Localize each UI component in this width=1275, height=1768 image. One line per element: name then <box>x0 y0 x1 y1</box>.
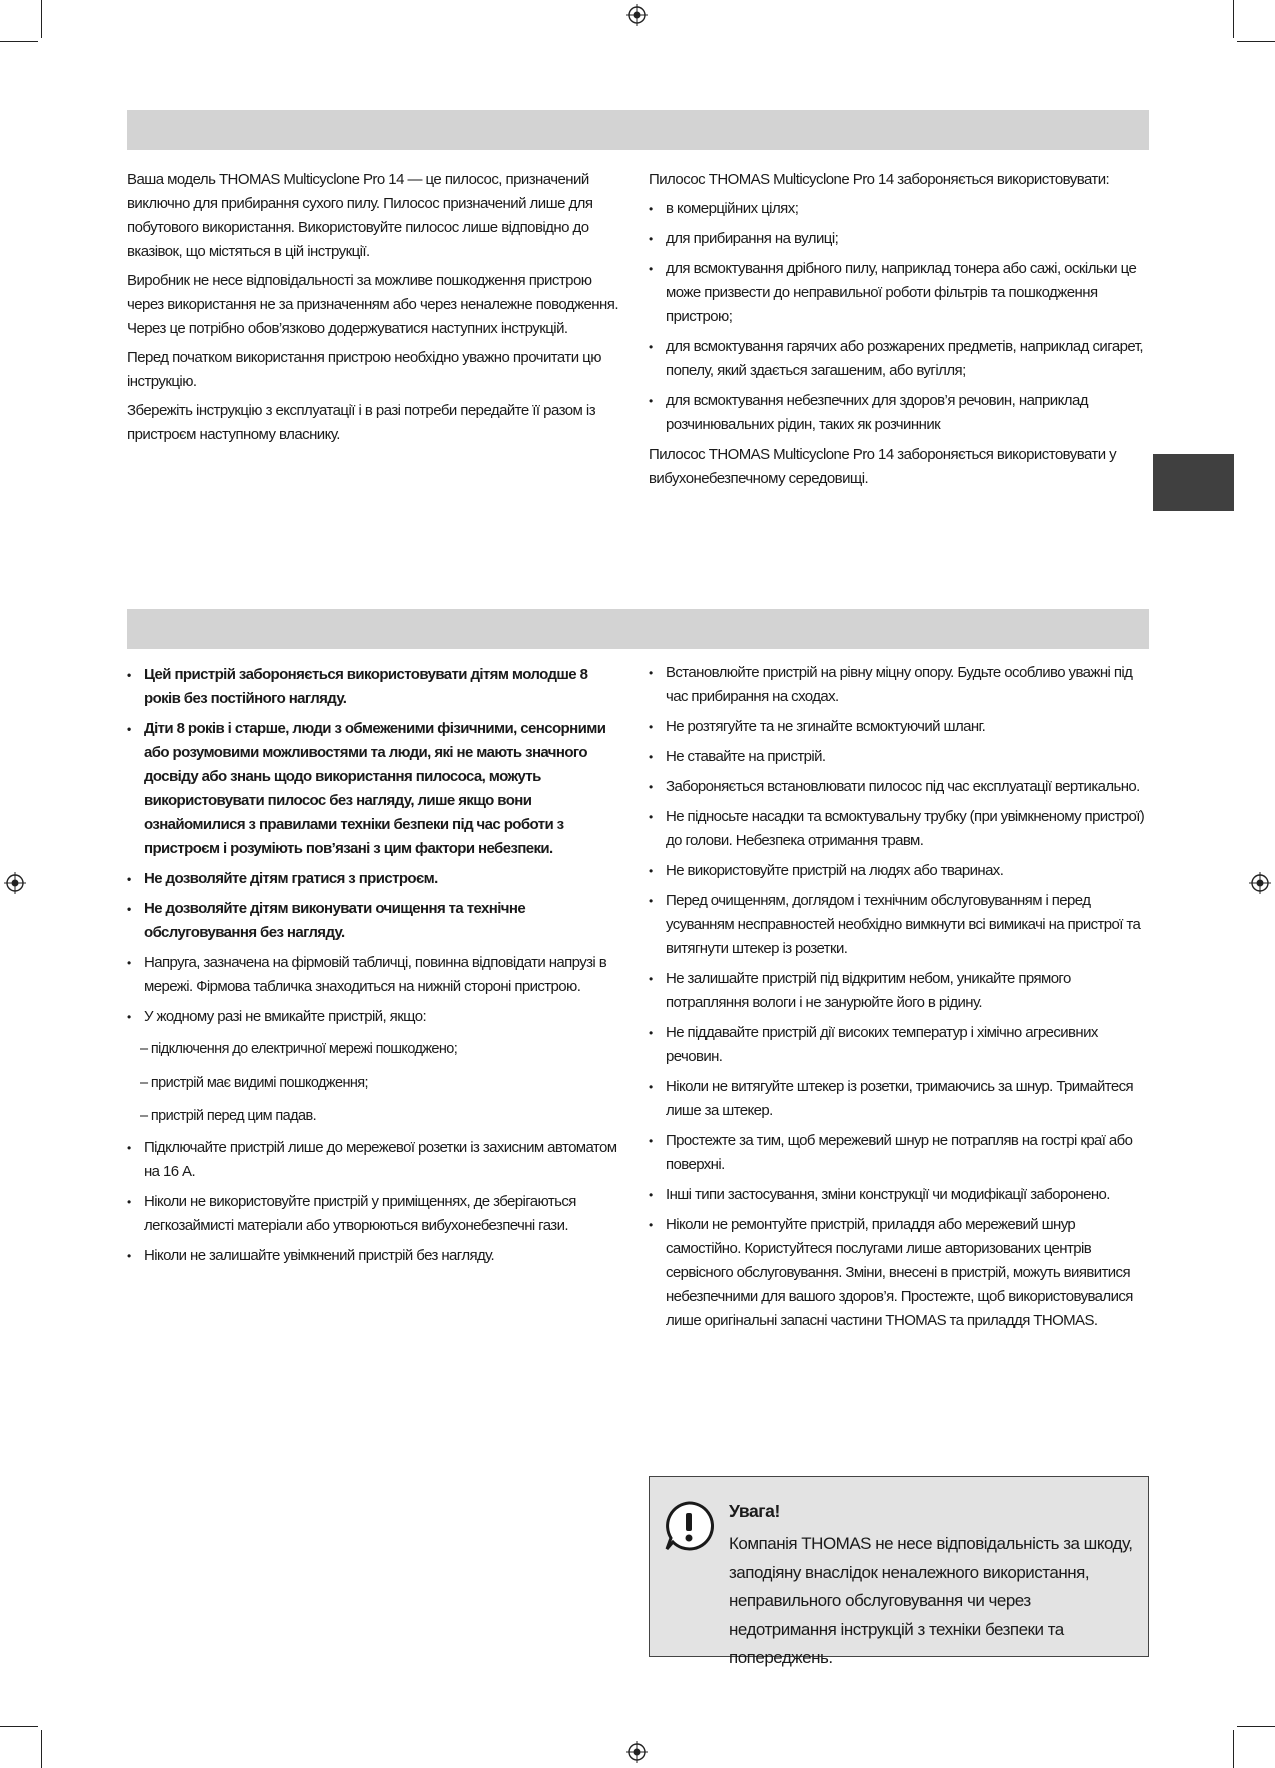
list-item: • для прибирання на вулиці; <box>649 227 1149 251</box>
intended-use-right-column <box>649 168 1149 496</box>
dash-item: – пристрій перед цим падав. <box>140 1108 317 1124</box>
prohibited-list <box>649 197 1149 437</box>
dash-item: – підключення до електричної мережі пошкоджено; <box>140 1041 458 1057</box>
paragraph: Перед початком використання пристрою необхідно уважно прочитати цю інструкцію. <box>127 349 601 390</box>
list-item: • для всмоктування дрібного пилу, наприклад тонера або сажі, оскільки це може призвести до неправильної роботи фільтрів та пошкодження пристрою; <box>649 257 1149 329</box>
list-item: • Напруга, зазначена на фірмовій табличці, повинна відповідати напрузі в мережі. Фірмова табличка знаходиться на нижній стороні пристрою. <box>127 951 627 999</box>
registration-mark-icon <box>626 1741 648 1763</box>
list-item: • Інші типи застосування, зміни конструкції чи модифікації заборонено. <box>649 1183 1149 1207</box>
list-item: • Встановлюйте пристрій на рівну міцну опору. Будьте особливо уважні під час прибирання на сходах. <box>649 661 1149 709</box>
list-item: • Підключайте пристрій лише до мережевої розетки із захисним автоматом на 16 А. <box>127 1136 627 1184</box>
list-item: • Не розтягуйте та не згинайте всмоктуючий шланг. <box>649 715 1149 739</box>
list-item: • Ніколи не ремонтуйте пристрій, приладдя або мережевий шнур самостійно. Користуйтеся послугами лише авторизованих центрів сервісного обслуговування. Зміни, внесені в пристрій, можуть виявитися небезпечними для вашого здоров’я. Простежте, щоб використовувалися лише оригінальні запасні частини THOMAS та приладдя THOMAS. <box>649 1213 1149 1333</box>
paragraph: Ваша модель THOMAS Multicyclone Pro 14 — це пилосос, призначений виключно для прибирання сухого пилу. Пилосос призначений лише для побутового використання. Використовуйте пилосос лише відповідно до вказівок, що містяться в цій інструкції. <box>127 171 593 260</box>
crop-mark <box>41 0 42 38</box>
paragraph: Виробник не несе відповідальності за можливе пошкодження пристрою через використання не за призначенням або через неналежне поводження. Через це потрібно обов’язково додержуватися наступних інструкцій. <box>127 272 618 337</box>
registration-mark-icon <box>626 4 648 26</box>
dash-item: – пристрій має видимі пошкодження; <box>140 1074 368 1091</box>
list-item: • Ніколи не використовуйте пристрій у приміщеннях, де зберігаються легкозаймисті матеріали або утворюються вибухонебезпечні гази. <box>127 1190 627 1238</box>
crop-mark <box>1237 41 1275 42</box>
warning-text: Компанія THOMAS не несе відповідальність за шкоду, заподіяну внаслідок неналежного використання, неправильного обслуговування чи через недотримання інструкцій з техніки безпеки та попереджень. <box>729 1534 1133 1667</box>
safety-list <box>649 661 1149 1333</box>
list-item: • Не дозволяйте дітям гратися з пристроєм. <box>127 867 627 891</box>
crop-mark <box>0 1726 38 1727</box>
list-item: • Не залишайте пристрій під відкритим небом, уникайте прямого потрапляння вологи і не занурюйте його в рідину. <box>649 967 1149 1015</box>
list-item: • Не дозволяйте дітям виконувати очищення та технічне обслуговування без нагляду. <box>127 897 627 945</box>
crop-mark <box>1233 1730 1234 1768</box>
safety-left-column <box>127 663 627 1274</box>
list-item: • Діти 8 років і старше, люди з обмеженими фізичними, сенсорними або розумовими можливостями та люди, які не мають значного досвіду або знань щодо використання пилососа, можуть використовувати пилосос без нагляду, лише якщо вони ознайомилися з правилами техніки безпеки під час роботи з пристроєм і розуміють пов’язані з цим фактори небезпеки. <box>127 717 627 861</box>
intended-use-left-column <box>127 168 627 452</box>
list-item: • Не підносьте насадки та всмоктувальну трубку (при увімкненому пристрої) до голови. Небезпека отримання травм. <box>649 805 1149 853</box>
side-tab-marker <box>1153 454 1234 511</box>
safety-right-column <box>649 661 1149 1339</box>
list-item: • Перед очищенням, доглядом і технічним обслуговуванням і перед усуванням несправностей необхідно вимкнути всі вимикачі на пристрої та витягнути штекер із розетки. <box>649 889 1149 961</box>
list-item: • Не використовуйте пристрій на людях або тваринах. <box>649 859 1149 883</box>
registration-mark-icon <box>4 872 26 894</box>
exclamation-icon <box>663 1500 715 1552</box>
list-item: • для всмоктування небезпечних для здоров’я речовин, наприклад розчинювальних рідин, таких як розчинник <box>649 389 1149 437</box>
list-item: • для всмоктування гарячих або розжарених предметів, наприклад сигарет, попелу, який здається загашеним, або вугілля; <box>649 335 1149 383</box>
list-item: • Не піддавайте пристрій дії високих температур і хімічно агресивних речовин. <box>649 1021 1149 1069</box>
section-header-bar-safety <box>127 609 1149 649</box>
safety-list <box>127 951 627 1029</box>
list-item: • Ніколи не залишайте увімкнений пристрій без нагляду. <box>127 1244 627 1268</box>
safety-list <box>127 1136 627 1268</box>
section-header-bar-intended-use <box>127 110 1149 150</box>
list-item: • Забороняється встановлювати пилосос під час експлуатації вертикально. <box>649 775 1149 799</box>
paragraph: Збережіть інструкцію з експлуатації і в разі потреби передайте її разом із пристроєм наступному власнику. <box>127 402 596 443</box>
list-item: • в комерційних цілях; <box>649 197 1149 221</box>
prohibited-intro: Пилосос THOMAS Multicyclone Pro 14 забороняється використовувати: <box>649 171 1110 188</box>
crop-mark <box>1237 1726 1275 1727</box>
list-item: • Цей пристрій забороняється використовувати дітям молодше 8 років без постійного нагляду. <box>127 663 627 711</box>
list-item: • Простежте за тим, щоб мережевий шнур не потрапляв на гострі краї або поверхні. <box>649 1129 1149 1177</box>
explosive-note: Пилосос THOMAS Multicyclone Pro 14 забороняється використовувати у вибухонебезпечному середовищі. <box>649 446 1117 487</box>
crop-mark <box>1233 0 1234 38</box>
list-item: • Не ставайте на пристрій. <box>649 745 1149 769</box>
crop-mark <box>0 41 38 42</box>
crop-mark <box>41 1730 42 1768</box>
list-item: • У жодному разі не вмикайте пристрій, якщо: <box>127 1005 627 1029</box>
safety-bold-list <box>127 663 627 945</box>
list-item: • Ніколи не витягуйте штекер із розетки, тримаючись за шнур. Тримайтеся лише за штекер. <box>649 1075 1149 1123</box>
registration-mark-icon <box>1249 872 1271 894</box>
warning-title: Увага! <box>729 1501 780 1521</box>
